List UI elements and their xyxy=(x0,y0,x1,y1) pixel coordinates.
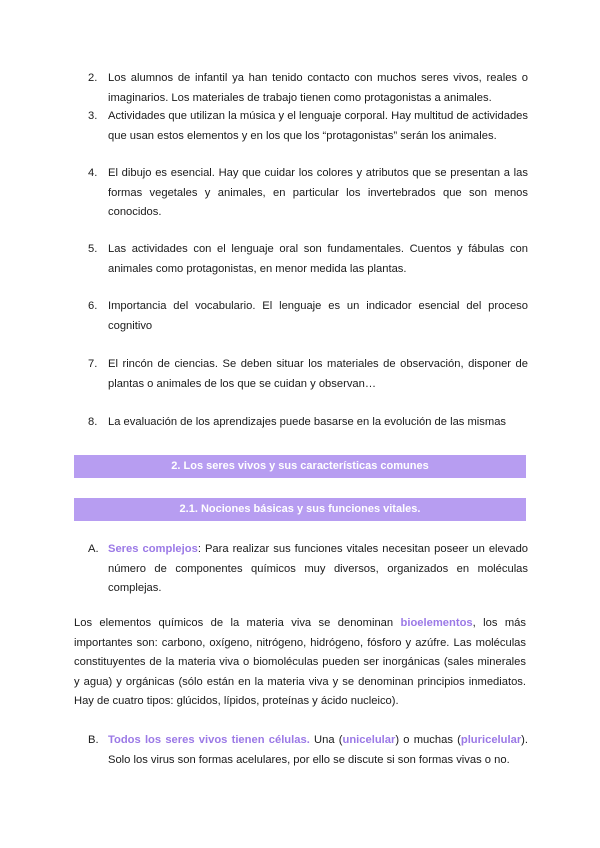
list-letter: A. xyxy=(88,543,99,555)
list-item-3 xyxy=(88,107,528,146)
list-number: 6. xyxy=(88,300,98,312)
highlight-term: pluricelular xyxy=(460,734,522,746)
list-item-a xyxy=(88,540,528,599)
highlight-term: Seres complejos xyxy=(108,543,198,555)
list-item-6 xyxy=(88,297,528,336)
list-text: Seres complejos: Para realizar sus funciones vitales necesitan poseer un elevado número de componentes químicos muy diversos, organizados en moléculas complejas. xyxy=(108,543,529,594)
subsection-heading: 2.1. Nociones básicas y sus funciones vitales. xyxy=(74,498,526,521)
list-item-5 xyxy=(88,240,528,279)
list-number: 2. xyxy=(88,72,98,84)
highlight-term: unicelular xyxy=(342,734,396,746)
list-text: Actividades que utilizan la música y el lenguaje corporal. Hay multitud de actividades que usan estos elementos y en los que los “protagonistas” serán los animales. xyxy=(108,110,528,142)
list-text: Todos los seres vivos tienen células. Una (unicelular) o muchas (pluricelular). Solo los virus son formas acelulares, por ello se discute si son formas vivas o no. xyxy=(108,734,529,766)
list-number: 3. xyxy=(88,110,98,122)
list-item-7 xyxy=(88,355,528,394)
highlight-term: bioelementos xyxy=(400,617,473,629)
list-text: Importancia del vocabulario. El lenguaje es un indicador esencial del proceso cognitivo xyxy=(108,300,528,332)
list-number: 5. xyxy=(88,243,98,255)
list-number: 7. xyxy=(88,358,98,370)
body-paragraph: Los elementos químicos de la materia viva se denominan bioelementos, los más importantes son: carbono, oxígeno, nitrógeno, hidrógeno, fósforo y azúfre. Las moléculas constituyentes de la materia viva o biomoléculas pueden ser inorgánicas (sales minerales y agua) y orgánicas (sólo están en la materia viva y se denominan principios inmediatos. Hay de cuatro tipos: glúcidos, lípidos, proteínas y ácido nucleico). xyxy=(74,617,526,707)
list-item-b xyxy=(88,731,528,770)
list-item-4 xyxy=(88,164,528,223)
list-item-8 xyxy=(88,413,528,433)
list-text: La evaluación de los aprendizajes puede basarse en la evolución de las mismas xyxy=(108,416,507,428)
section-heading: 2. Los seres vivos y sus características comunes xyxy=(74,455,526,478)
list-number: 8. xyxy=(88,416,98,428)
list-item-2 xyxy=(88,69,528,108)
list-text: El dibujo es esencial. Hay que cuidar los colores y atributos que se presentan a las formas vegetales y animales, en particular los invertebrados que son menos conocidos. xyxy=(108,167,528,218)
list-text: El rincón de ciencias. Se deben situar los materiales de observación, disponer de plantas o animales de los que se cuidan y observan… xyxy=(108,358,528,390)
list-text: Las actividades con el lenguaje oral son fundamentales. Cuentos y fábulas con animales como protagonistas, en menor medida las plantas. xyxy=(108,243,528,275)
highlight-term: Todos los seres vivos tienen células. xyxy=(108,734,310,746)
list-number: 4. xyxy=(88,167,98,179)
list-letter: B. xyxy=(88,734,99,746)
list-text: Los alumnos de infantil ya han tenido contacto con muchos seres vivos, reales o imaginarios. Los materiales de trabajo tienen como protagonistas a animales. xyxy=(108,72,528,104)
